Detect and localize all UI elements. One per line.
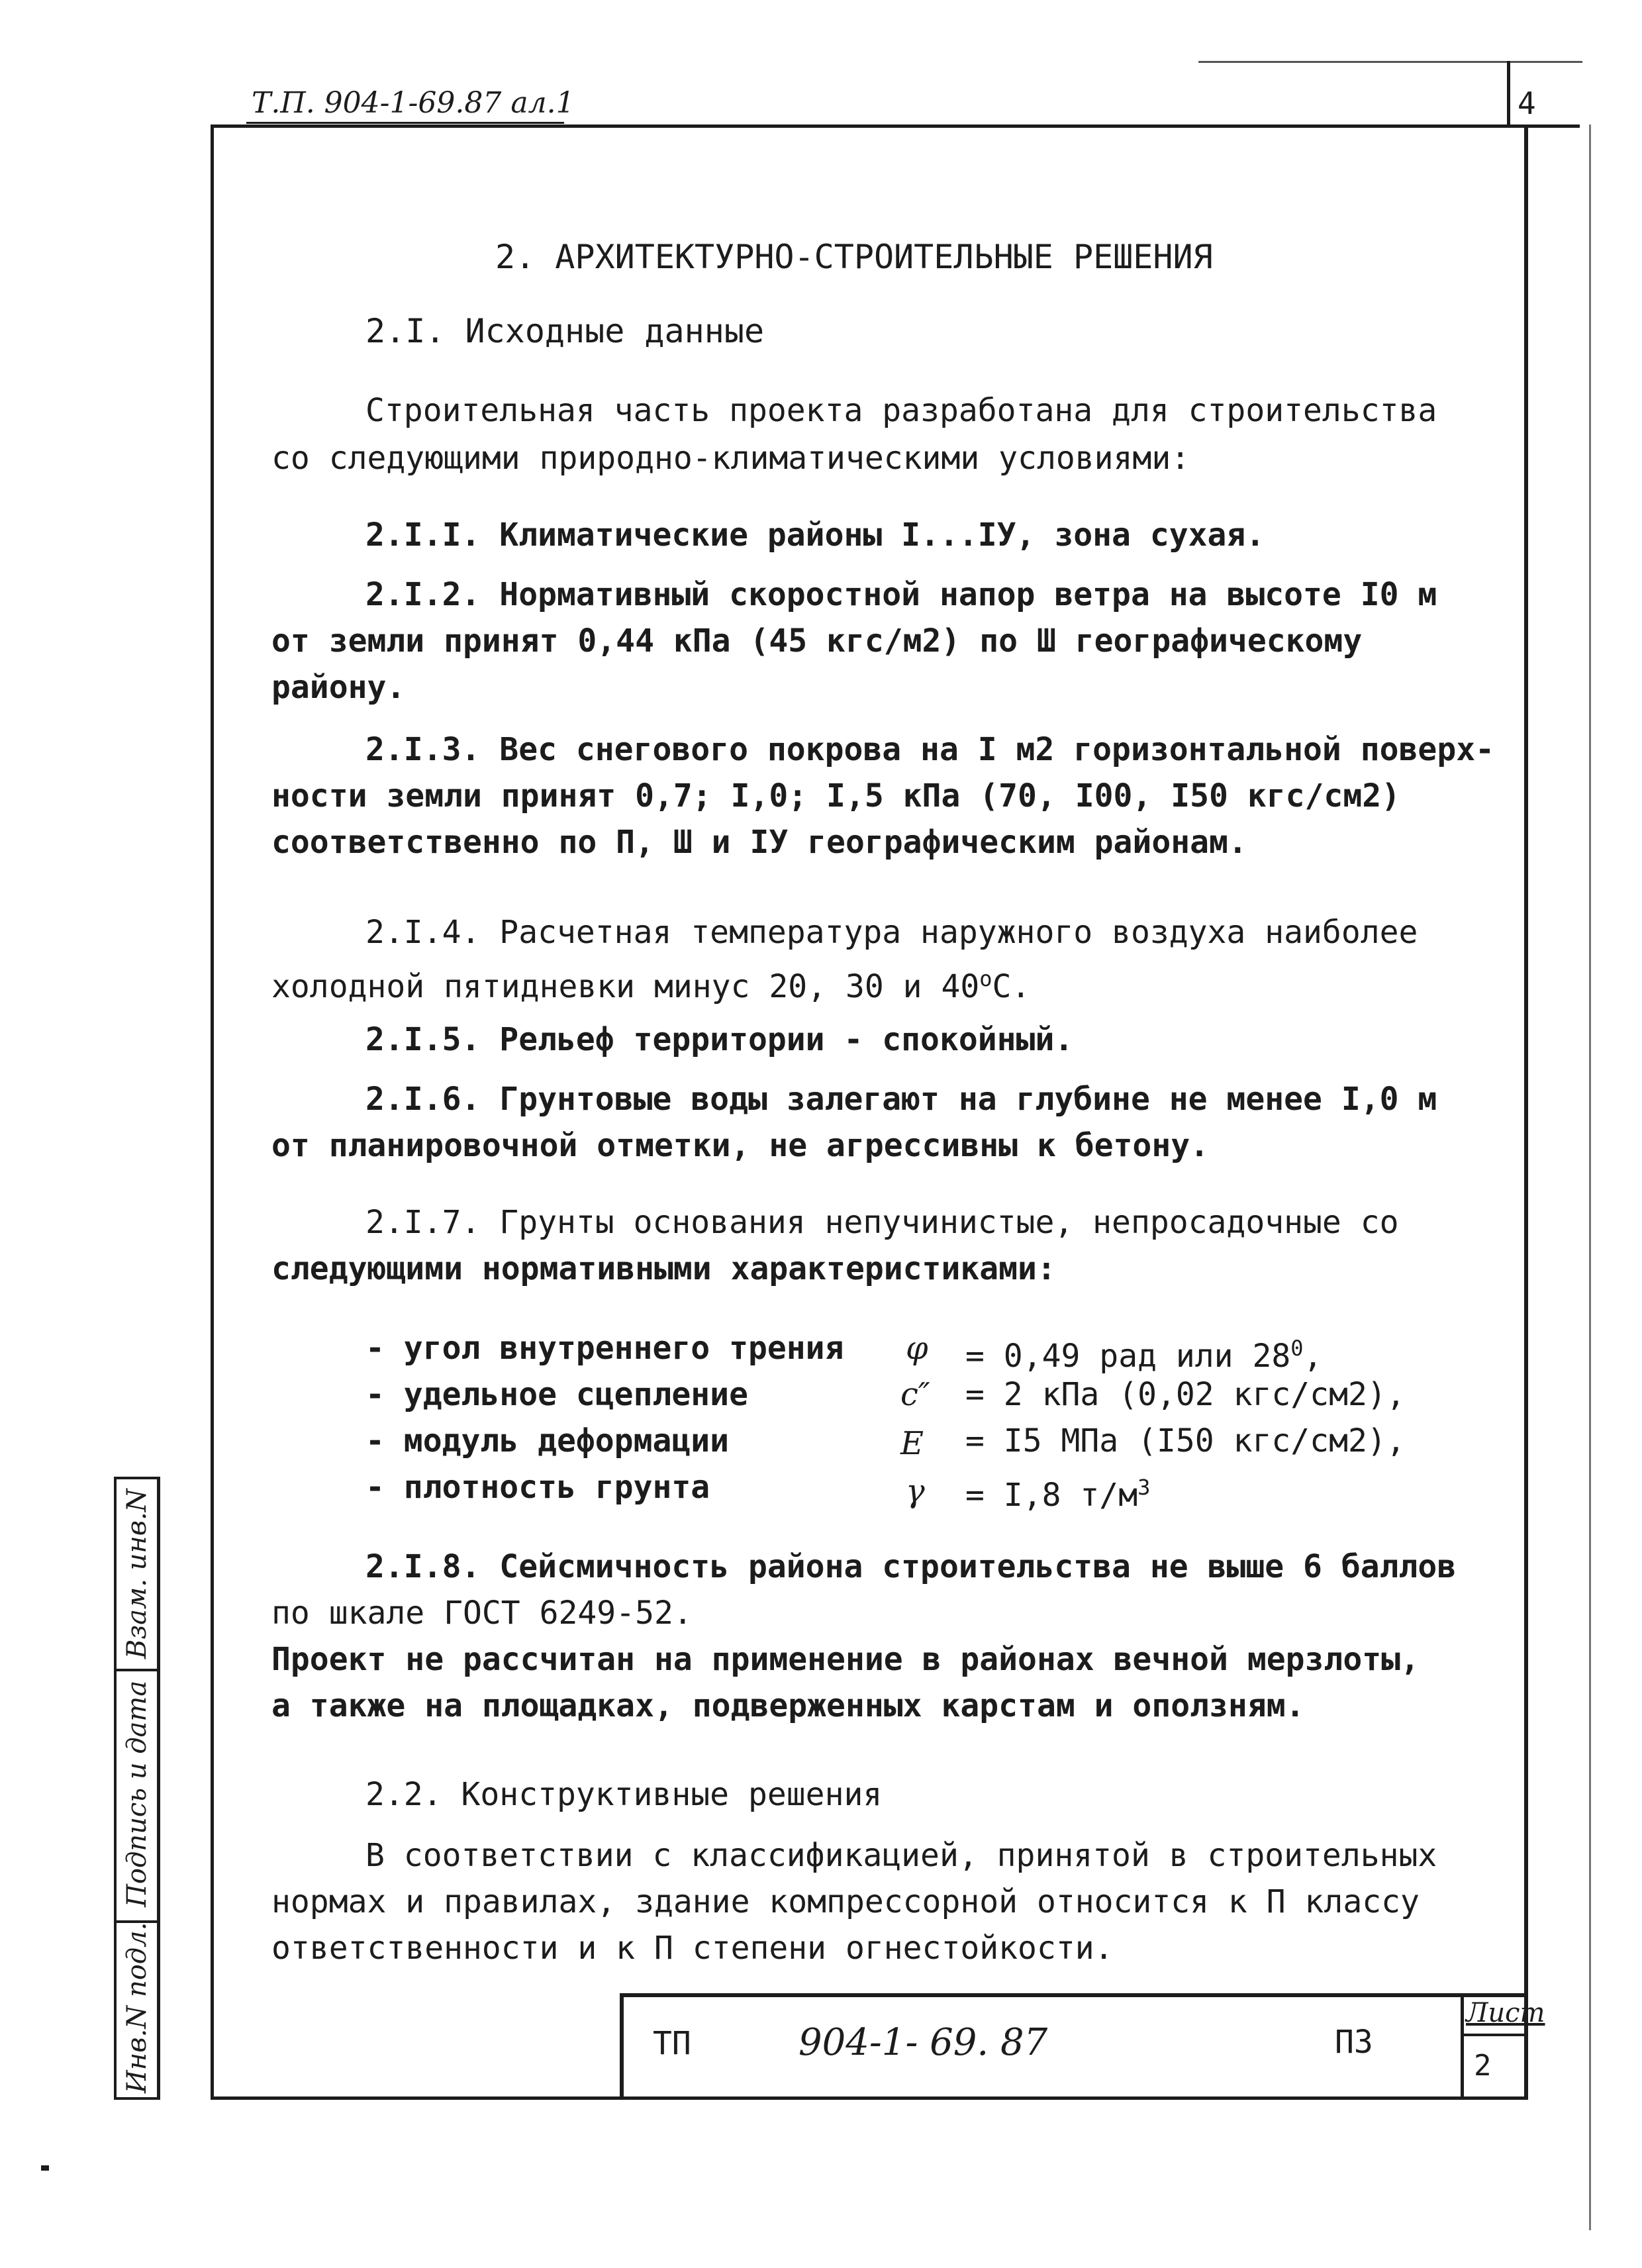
subsection-title-2-2: 2.2. Конструктивные решения: [365, 1776, 883, 1813]
paragraph-2-1-7-line: следующими нормативными характеристиками:: [271, 1250, 1056, 1287]
title-block-sheet-label: Лист: [1466, 1998, 1545, 2028]
soil-property-symbol: c″: [900, 1376, 930, 1413]
paragraph-2-1-2-line: району.: [271, 669, 406, 706]
paragraph-2-1-6-line: 2.I.6. Грунтовые воды залегают на глубине не менее I,0 м: [365, 1081, 1437, 1118]
degree-sign: о: [979, 966, 992, 991]
paragraph-2-1-2-line: от земли принят 0,44 кПа (45 кгс/м2) по Ш географическому: [271, 622, 1363, 660]
right-margin-rule: [1589, 124, 1591, 2230]
header-stamp-text: Т.П. 904-1-69.87 ал.1: [252, 86, 575, 120]
soil-property-symbol: φ: [906, 1330, 928, 1367]
paragraph-2-1-8-line: по шкале ГОСТ 6249-52.: [271, 1595, 693, 1632]
soil-property-label: - угол внутреннего трения: [365, 1330, 844, 1367]
soil-property-value: = I5 МПа (I50 кгс/см2),: [965, 1422, 1406, 1459]
soil-property-label: - плотность грунта: [365, 1469, 710, 1506]
top-right-rule: [1198, 61, 1582, 63]
temperature-unit: С.: [992, 968, 1031, 1005]
paragraph-2-2-line: нормах и правилах, здание компрессорной относится к П классу: [271, 1883, 1420, 1920]
paragraph-2-2-line: В соответствии с классификацией, принятой в строительных: [365, 1837, 1437, 1874]
title-block-divider: [1461, 1993, 1464, 2100]
paragraph-2-1-3-line: 2.I.3. Вес снегового покрова на I м2 горизонтальной поверх-: [365, 731, 1495, 768]
paragraph-2-1-7-line: 2.I.7. Грунты основания непучинистые, непросадочные со: [365, 1204, 1399, 1241]
subsection-title-2-1: 2.I. Исходные данные: [365, 312, 765, 350]
soil-property-label: - удельное сцепление: [365, 1376, 748, 1413]
paragraph-2-1-1: 2.I.I. Климатические районы I...IУ, зона сухая.: [365, 517, 1265, 554]
section-title: 2. АРХИТЕКТУРНО-СТРОИТЕЛЬНЫЕ РЕШЕНИЯ: [495, 238, 1213, 276]
paragraph-2-1-8-line: Проект не рассчитан на применение в районах вечной мерзлоты,: [271, 1641, 1420, 1678]
soil-property-symbol: E: [900, 1425, 924, 1462]
soil-property-value: = I,8 $т/м^3$: [965, 1475, 1151, 1514]
header-underline: [246, 122, 564, 124]
title-block-section-code: ПЗ: [1335, 2024, 1373, 2061]
page-number: 4: [1518, 85, 1536, 121]
paragraph-2-1-4-line: [271, 959, 1030, 1007]
paragraph-2-2-line: ответственности и к П степени огнестойкости.: [271, 1930, 1114, 1967]
paragraph-2-1-8-line: 2.I.8. Сейсмичность района строительства не выше 6 баллов: [365, 1548, 1457, 1585]
side-stamp-inv-original: Инв.N подл.: [122, 1922, 152, 2093]
soil-property-value: = 2 кПа (0,02 кгс/см2),: [965, 1376, 1406, 1413]
title-block-series: ТП: [653, 2025, 691, 2062]
temperature-text: холодной пятидневки минус 20, 30 и 40: [271, 968, 980, 1005]
paragraph-2-1-4-line: 2.I.4. Расчетная температура наружного воздуха наиболее: [365, 914, 1418, 951]
side-stamp-signature-date: Подпись и дата: [122, 1680, 152, 1907]
scan-mark: [41, 2165, 49, 2171]
intro-line: Строительная часть проекта разработана для строительства: [365, 392, 1437, 429]
side-stamp-replace-inv: Взам. инв.N: [122, 1489, 152, 1659]
paragraph-2-1-3-line: ности земли принят 0,7; I,0; I,5 кПа (70, I00, I50 кгс/см2): [271, 777, 1401, 814]
paragraph-2-1-2-line: 2.I.2. Нормативный скоростной напор ветра на высоте I0 м: [365, 576, 1437, 613]
paragraph-2-1-8-line: а также на площадках, подверженных карстам и оползням.: [271, 1687, 1305, 1724]
side-stamp-divider: [114, 1669, 160, 1671]
intro-line: со следующими природно-климатическими условиями:: [271, 440, 1190, 477]
paragraph-2-1-5: 2.I.5. Рельеф территории - спокойный.: [365, 1021, 1074, 1058]
title-block-sheet-number: 2: [1474, 2049, 1492, 2083]
title-block-doc-number: 904-1- 69. 87: [798, 2021, 1048, 2064]
soil-property-symbol: γ: [906, 1473, 925, 1510]
paragraph-2-1-3-line: соответственно по П, Ш и IУ географическим районам.: [271, 824, 1247, 861]
title-block: [620, 1993, 1528, 2100]
title-block-sheet-divider: [1461, 2034, 1528, 2036]
soil-property-label: - модуль деформации: [365, 1422, 730, 1459]
paragraph-2-1-6-line: от планировочной отметки, не агрессивны к бетону.: [271, 1127, 1210, 1164]
page-number-divider: [1507, 61, 1510, 124]
soil-property-value: = 0,49 рад или $28^0$,: [965, 1336, 1323, 1375]
